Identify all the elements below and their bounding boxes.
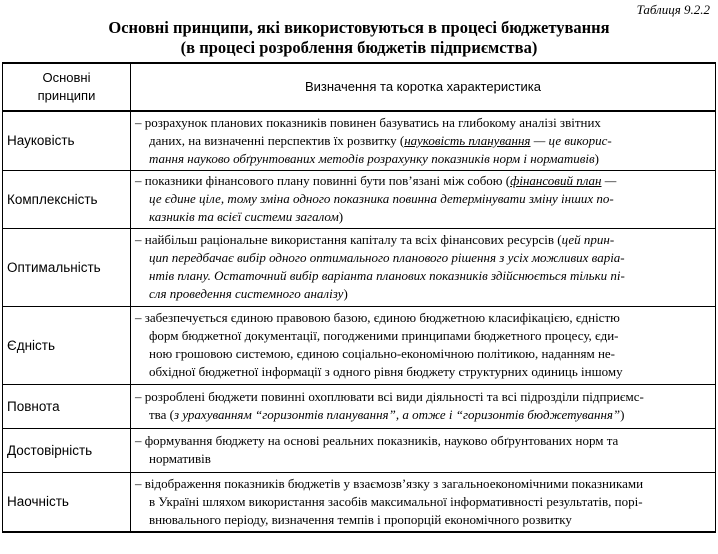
table-title bbox=[0, 18, 718, 58]
principle-definition: – найбільш раціональне використання капіталу та всіх фінансових ресурсів (цей прин- цип передбачає вибір одного оптимального планового рішення з усіх можливих варіа- нтів плану. Остаточний вибір варіанта планових показників здійснюється тільки пі- сля проведення системного аналізу) bbox=[131, 228, 716, 306]
header-principles: Основні принципи bbox=[3, 63, 131, 111]
table-row bbox=[3, 472, 716, 532]
principle-name: Єдність bbox=[3, 306, 131, 384]
principle-name: Достовірність bbox=[3, 428, 131, 472]
principles-table bbox=[2, 62, 716, 533]
principle-name: Повнота bbox=[3, 384, 131, 428]
principle-name: Наочність bbox=[3, 472, 131, 532]
principle-name: Комплексність bbox=[3, 170, 131, 228]
table-row bbox=[3, 384, 716, 428]
principle-definition: – розроблені бюджети повинні охоплювати всі види діяльності та всі підрозділи підприємс- тва (з урахуванням “горизонтів планування”, а отже і “горизонтів бюджетування”) bbox=[131, 384, 716, 428]
principle-definition: – показники фінансового плану повинні бути пов’язані між собою (фінансовий план — це єдине ціле, тому зміна одного показника повинна детермінувати зміну інших по- казників та всієї системи загалом) bbox=[131, 170, 716, 228]
title-line-2: (в процесі розроблення бюджетів підприємства) bbox=[180, 38, 538, 57]
table-row bbox=[3, 170, 716, 228]
principle-name: Науковість bbox=[3, 111, 131, 170]
table-header-row bbox=[3, 63, 716, 111]
table-row bbox=[3, 428, 716, 472]
table-row bbox=[3, 111, 716, 170]
title-line-1: Основні принципи, які використовуються в процесі бюджетування bbox=[108, 18, 610, 37]
table-row bbox=[3, 306, 716, 384]
table-row bbox=[3, 228, 716, 306]
principle-definition: – забезпечується єдиною правовою базою, єдиною бюджетною класифікацією, єдністю форм бюджетної документації, погодженими принципами бюджетного процесу, єди- ною грошовою системою, єдиною соціально-економічною політикою, наданням не- обхідної бюджетної інформації з одного рівня бюджету структурних одиниць іншому bbox=[131, 306, 716, 384]
table-caption: Таблиця 9.2.2 bbox=[636, 2, 710, 17]
header-definition: Визначення та коротка характеристика bbox=[131, 63, 716, 111]
principle-definition: – відображення показників бюджетів у взаємозв’язку з загальноекономічними показниками в Україні шляхом використання засобів максимальної інформативності результатів, порі- внювального періоду, визначення темпів і пропорцій економічного розвитку bbox=[131, 472, 716, 532]
principle-name: Оптимальність bbox=[3, 228, 131, 306]
principle-definition: – розрахунок планових показників повинен базуватись на глибокому аналізі звітних даних, на визначенні перспектив їх розвитку (науковість планування — це викорис- тання науково обґрунтованих методів розрахунку показників норм і нормативів) bbox=[131, 111, 716, 170]
principle-definition: – формування бюджету на основі реальних показників, науково обґрунтованих норм та нормативів bbox=[131, 428, 716, 472]
